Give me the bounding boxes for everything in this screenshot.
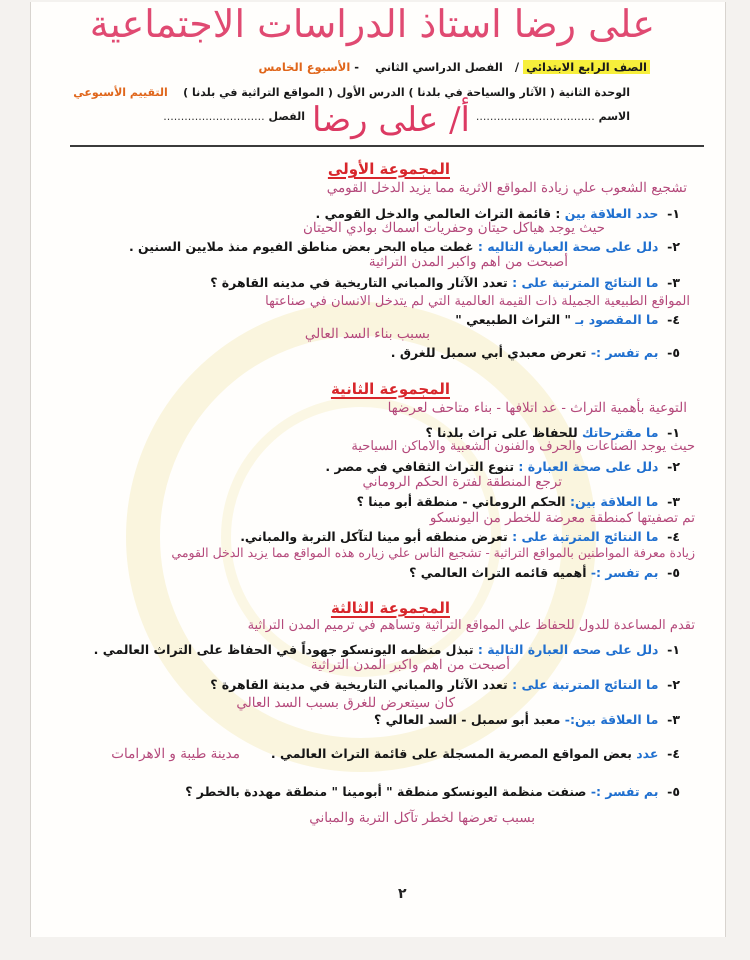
header-divider: [70, 145, 704, 147]
grade-label: الصف الرابع الابتدائي: [523, 60, 650, 74]
group2-question-2: ٢- دلل على صحة العبارة : تنوع التراث الثقافي في مصر .: [325, 459, 680, 474]
group1-question-1: ١- حدد العلاقة بين : قائمة التراث العالمي والدخل القومي .: [315, 206, 680, 221]
group2-question-5: ٥- بم تفسر :- أهميه قائمه التراث العالمي ؟: [409, 565, 680, 580]
page-number: ٢: [398, 886, 407, 902]
group3-question-5: ٥- بم تفسر :- صنفت منظمة اليونسكو منطقة " أبومينا " منطقة مهددة بالخطر ؟: [185, 784, 680, 799]
header-class-line: [163, 110, 305, 123]
unit-lesson-label: الوحدة الثانية ( الآثار والسياحة في بلدنا ) الدرس الأول ( المواقع التراثية في بلدنا ): [183, 86, 630, 99]
group1-question-4: ٤- ما المقصود بـ " التراث الطبيعي ": [455, 312, 680, 327]
header-grade-line: [258, 60, 650, 74]
group1-answer-0: تشجيع الشعوب علي زيادة المواقع الاثرية مما يزيد الدخل القومي: [326, 180, 687, 196]
group3-question-1: ١- دلل على صحه العبارة التالية : تبذل منظمه اليونسكو جهوداً في الحفاظ على التراث العالمي .: [93, 642, 680, 657]
group1-answer-1: حيث يوجد هياكل حيتان وحفريات اسماك بوادي الحيتان: [303, 220, 605, 236]
group2-question-1: ١- ما مقترحاتك للحفاظ على تراث بلدنا ؟: [425, 425, 680, 440]
group1-answer-3: المواقع الطبيعية الجميلة ذات القيمة العالمية التي لم يتدخل الانسان في صناعتها: [265, 294, 690, 309]
group3-question-4: ٤- عدد بعض المواقع المصرية المسجلة على قائمة التراث العالمي .: [270, 746, 680, 761]
group1-question-2: ٢- دلل على صحة العبارة التاليه : غطت مياه البحر بعض مناطق الفيوم منذ ملايين السنين .: [128, 239, 680, 254]
group1-question-5: ٥- بم تفسر :- تعرض معبدي أبي سمبل للغرق .: [390, 345, 680, 360]
group3-answer-1: أصبحت من اهم واكبر المدن التراثية: [310, 657, 510, 673]
group1-title: المجموعة الأولى: [327, 160, 450, 178]
header-unit-line: [73, 86, 630, 99]
class-label: الفصل: [268, 110, 305, 123]
week-label: الأسبوع الخامس: [258, 60, 351, 74]
group1-answer-4: بسبب بناء السد العالي: [304, 326, 430, 342]
group3-answer-3: مدينة طيبة و الاهرامات: [111, 746, 240, 762]
group2-question-4: ٤- ما النتائج المترتبة على : تعرض منطقه أبو مينا لتآكل التربة والمباني.: [240, 529, 680, 544]
group3-answer-2: كان سيتعرض للغرق بسبب السد العالي: [236, 695, 455, 711]
class-dots: .............................: [163, 110, 265, 123]
name-label: الاسم: [598, 110, 630, 123]
group2-question-3: ٣- ما العلاقة بين: الحكم الروماني - منطقة أبو مينا ؟: [356, 494, 680, 509]
name-dots: ..................................: [475, 110, 595, 123]
group3-question-3: ٣- ما العلاقة بين:- معبد أبو سمبل - السد العالي ؟: [374, 712, 680, 727]
separator: /: [514, 60, 520, 74]
teacher-name-handwritten: أ/ على رضا: [311, 100, 470, 140]
group2-answer-1: حيث يوجد الصناعات والحرف والفنون الشعبية والاماكن السياحية: [351, 439, 695, 454]
teacher-banner: على رضا استاذ الدراسات الاجتماعية: [89, 2, 655, 46]
group3-question-2: ٢- ما النتائج المترتبة على : تعدد الآثار والمباني التاريخية في مدينة القاهرة ؟: [210, 677, 680, 692]
group2-answer-3: تم تصفيتها كمنطقة معرضة للخطر من اليونسكو: [429, 510, 695, 526]
group2-title: المجموعة الثانية: [330, 380, 450, 398]
group3-answer-0: تقدم المساعدة للدول للحفاظ علي المواقع التراثية وتساهم في ترميم المدن التراثية: [247, 618, 695, 633]
header-name-line: [476, 110, 630, 123]
group2-answer-2: ترجع المنطقة لفترة الحكم الروماني: [362, 474, 562, 490]
group3-answer-4: بسبب تعرضها لخطر تآكل التربة والمباني: [309, 810, 535, 826]
group3-title: المجموعة الثالثة: [330, 599, 450, 617]
group1-answer-2: أصبحت من اهم واكبر المدن التراثية: [368, 254, 568, 270]
term-label: الفصل الدراسي الثاني: [375, 60, 503, 74]
group2-answer-0: التوعية بأهمية التراث - عد اتلافها - بناء متاحف لعرضها: [387, 400, 687, 416]
assessment-label: التقييم الأسبوعي: [73, 86, 168, 99]
group1-question-3: ٣- ما النتائج المترتبة على : تعدد الآثار والمباني التاريخية في مدينه القاهرة ؟: [210, 275, 680, 290]
dash: -: [354, 60, 360, 74]
group2-answer-4: زيادة معرفة المواطنين بالمواقع التراثية - تشجيع الناس علي زياره هذه المواقع مما يزيد الدخل القومي: [171, 545, 695, 560]
